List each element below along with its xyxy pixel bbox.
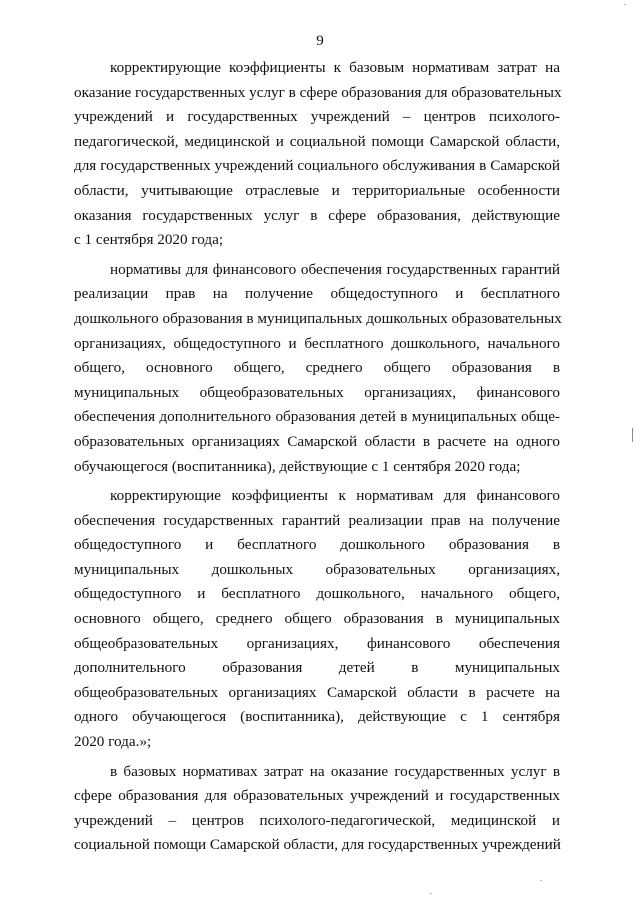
- document-body: [74, 56, 560, 863]
- text-line: общеобразовательных организациях, финансового обеспечения: [74, 634, 560, 652]
- text-line: области, учитывающие отраслевые и территориальные особенности: [74, 181, 560, 199]
- scan-margin-mark: [632, 428, 633, 442]
- text-line: муниципальных дошкольных образовательных организациях,: [74, 560, 560, 578]
- text-line: общего, основного общего, среднего общего образования в: [74, 359, 560, 377]
- text-line: общедоступного и бесплатного дошкольного образования в: [74, 536, 560, 554]
- text-line: одного обучающегося (воспитанника), действующие с 1 сентября: [74, 708, 560, 726]
- text-line: общеобразовательных организациях Самарской области в расчете на: [74, 683, 560, 701]
- scan-speck: [430, 893, 432, 894]
- text-line: педагогической, медицинской и социальной помощи Самарской области,: [74, 132, 560, 150]
- text-line: реализации прав на получение общедоступного и бесплатного: [74, 285, 560, 303]
- text-line: для государственных учреждений социального обслуживания в Самарской: [74, 157, 560, 175]
- text-line: 2020 года.»;: [74, 733, 152, 751]
- text-line: обеспечения дополнительного образования детей в муниципальных обще-: [74, 408, 560, 426]
- text-line: муниципальных общеобразовательных организациях, финансового: [74, 383, 560, 401]
- text-line: организациях, общедоступного и бесплатного дошкольного, начального: [74, 334, 560, 352]
- text-line: оказания государственных услуг в сфере образования, действующие: [74, 206, 560, 224]
- text-line: образовательных организациях Самарской области в расчете на одного: [74, 432, 560, 450]
- text-line: оказание государственных услуг в сфере образования для образовательных: [74, 83, 562, 101]
- text-line: основного общего, среднего общего образования в муниципальных: [74, 610, 560, 628]
- text-line: учреждений – центров психолого-педагогической, медицинской и: [74, 811, 560, 829]
- text-line: дополнительного образования детей в муниципальных: [74, 659, 560, 677]
- text-line: сфере образования для образовательных учреждений и государственных: [74, 787, 560, 805]
- text-line: учреждений и государственных учреждений – центров психолого-: [74, 108, 560, 126]
- paragraph-base-norms-amendment: [74, 760, 560, 858]
- text-line: нормативы для финансового обеспечения государственных гарантий: [110, 260, 560, 278]
- text-line: обучающегося (воспитанника), действующие с 1 сентября 2020 года;: [74, 457, 521, 475]
- paragraph-correction-coefficients-norms: [74, 484, 560, 755]
- scan-speck: [540, 880, 542, 881]
- text-line: в базовых нормативах затрат на оказание государственных услуг в: [110, 762, 560, 780]
- text-line: дошкольного образования в муниципальных дошкольных образовательных: [74, 309, 562, 327]
- text-line: общедоступного и бесплатного дошкольного, начального общего,: [74, 585, 560, 603]
- text-line: с 1 сентября 2020 года;: [74, 231, 224, 249]
- page-number: 9: [316, 33, 324, 49]
- paragraph-financing-norms: [74, 258, 560, 479]
- text-line: социальной помощи Самарской области, для государственных учреждений: [74, 836, 561, 854]
- text-line: обеспечения государственных гарантий реализации прав на получение: [74, 511, 560, 529]
- text-line: корректирующие коэффициенты к базовым нормативам затрат на: [110, 59, 560, 76]
- paragraph-correction-coefficients-base: [74, 56, 560, 253]
- text-line: корректирующие коэффициенты к нормативам для финансового: [110, 487, 560, 505]
- scan-speck: [624, 4, 626, 5]
